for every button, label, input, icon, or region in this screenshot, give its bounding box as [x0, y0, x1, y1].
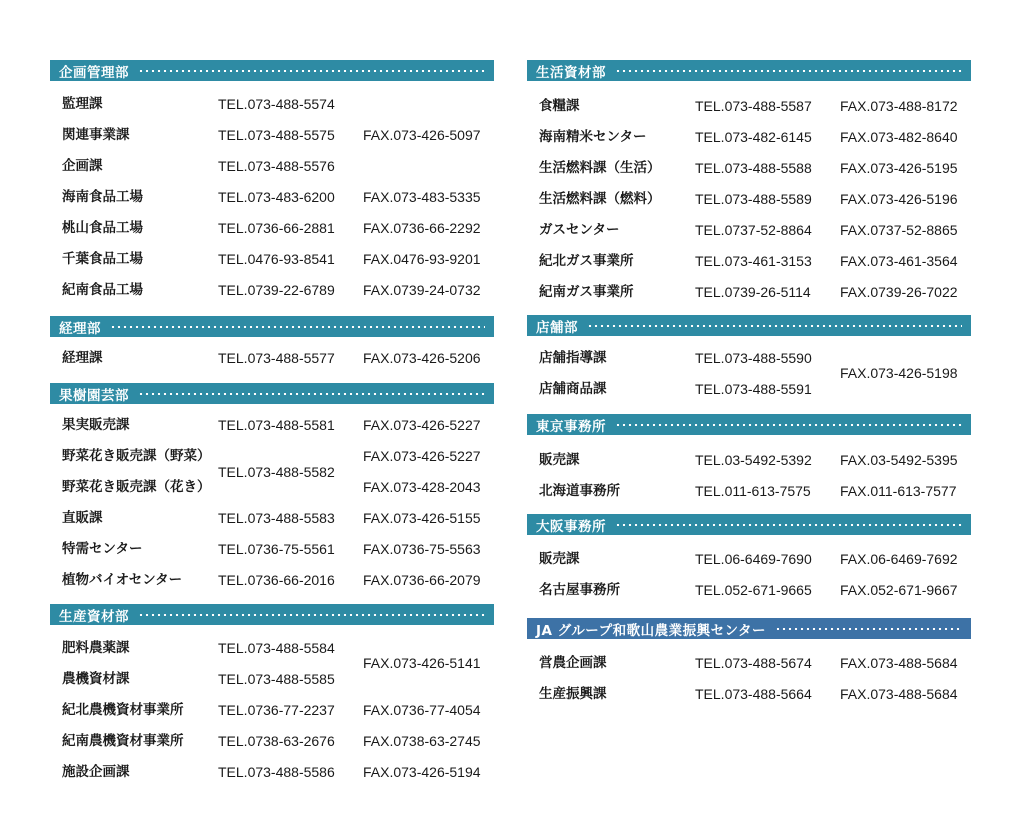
tel-number: TEL.0738-63-2676	[218, 733, 335, 749]
tel-number: TEL.0739-26-5114	[695, 284, 811, 300]
tel-number: TEL.073-488-5574	[218, 96, 335, 112]
department-name: 紀南農機資材事業所	[62, 733, 184, 749]
header-dot-leader	[615, 70, 962, 72]
fax-number: FAX.0736-66-2079	[363, 572, 481, 588]
tel-number: TEL.073-488-5674	[695, 655, 812, 671]
fax-number: FAX.073-426-5198	[840, 365, 958, 381]
tel-number: TEL.073-488-5588	[695, 160, 812, 176]
department-name: ガスセンター	[539, 222, 620, 238]
header-dot-leader	[138, 70, 485, 72]
department-name: 農機資材課	[62, 671, 130, 687]
tel-number: TEL.073-488-5587	[695, 98, 812, 114]
directory-row	[527, 580, 971, 600]
fax-number: FAX.073-488-5684	[840, 655, 958, 671]
directory-row	[50, 94, 494, 114]
section-title: JA グループ和歌山農業振興センター	[536, 622, 767, 639]
fax-number: FAX.06-6469-7692	[840, 551, 958, 567]
tel-number: TEL.073-488-5585	[218, 671, 335, 687]
department-name: 営農企画課	[539, 655, 607, 671]
directory-row	[50, 508, 494, 528]
directory-row	[527, 653, 971, 673]
fax-number: FAX.073-488-8172	[840, 98, 958, 114]
department-name: 紀北農機資材事業所	[62, 702, 184, 718]
header-dot-leader	[615, 424, 962, 426]
department-name: 果実販売課	[62, 417, 130, 433]
department-name: 監理課	[62, 96, 103, 112]
directory-row	[50, 700, 494, 720]
fax-number: FAX.0736-66-2292	[363, 220, 481, 236]
tel-number: TEL.0476-93-8541	[218, 251, 335, 267]
directory-row	[527, 251, 971, 271]
department-name: 生活燃料課（燃料）	[539, 191, 661, 207]
tel-number: TEL.0737-52-8864	[695, 222, 812, 238]
directory-row	[50, 669, 494, 689]
fax-number: FAX.073-426-5155	[363, 510, 481, 526]
directory-row	[50, 348, 494, 368]
section-title: 企画管理部	[59, 64, 129, 81]
tel-number: TEL.073-488-5664	[695, 686, 812, 702]
directory-row	[527, 220, 971, 240]
header-dot-leader	[615, 524, 962, 526]
directory-row	[50, 280, 494, 300]
section-title: 店舗部	[536, 319, 578, 336]
directory-row	[50, 731, 494, 751]
directory-row	[50, 570, 494, 590]
department-name: 食糧課	[539, 98, 580, 114]
section-title: 大阪事務所	[536, 518, 606, 535]
fax-number: FAX.0736-75-5563	[363, 541, 481, 557]
tel-number: TEL.052-671-9665	[695, 582, 812, 598]
directory-row	[50, 187, 494, 207]
directory-row	[527, 158, 971, 178]
tel-number: TEL.073-488-5576	[218, 158, 335, 174]
directory-row	[527, 549, 971, 569]
section-title: 生産資材部	[59, 608, 129, 625]
section-header-stores	[527, 315, 971, 336]
fax-number: FAX.073-482-8640	[840, 129, 958, 145]
tel-number: TEL.03-5492-5392	[695, 452, 812, 468]
department-name: 紀南食品工場	[62, 282, 143, 298]
fax-number: FAX.052-671-9667	[840, 582, 958, 598]
tel-number: TEL.073-488-5584	[218, 640, 335, 656]
fax-number: FAX.073-426-5196	[840, 191, 958, 207]
department-name: 企画課	[62, 158, 103, 174]
department-name: 直販課	[62, 510, 103, 526]
section-title: 東京事務所	[536, 418, 606, 435]
fax-number: FAX.073-426-5227	[363, 448, 481, 464]
directory-row	[527, 684, 971, 704]
tel-number: TEL.073-488-5589	[695, 191, 812, 207]
section-header-tokyo-office	[527, 414, 971, 435]
section-header-accounting	[50, 316, 494, 337]
department-name: 海南食品工場	[62, 189, 143, 205]
directory-row	[50, 762, 494, 782]
directory-row	[50, 415, 494, 435]
directory-row	[50, 156, 494, 176]
section-title: 果樹園芸部	[59, 387, 129, 404]
header-dot-leader	[138, 393, 485, 395]
directory-row	[527, 189, 971, 209]
department-name: 肥料農薬課	[62, 640, 130, 656]
section-header-production-materials	[50, 604, 494, 625]
directory-row	[527, 379, 971, 399]
department-name: 千葉食品工場	[62, 251, 143, 267]
tel-number: TEL.073-488-5586	[218, 764, 335, 780]
directory-row	[527, 127, 971, 147]
department-name: 生産振興課	[539, 686, 607, 702]
directory-row	[50, 539, 494, 559]
department-name: 桃山食品工場	[62, 220, 143, 236]
fax-number: FAX.073-426-5194	[363, 764, 481, 780]
section-title: 経理部	[59, 320, 101, 337]
fax-number: FAX.0738-63-2745	[363, 733, 481, 749]
fax-number: FAX.011-613-7577	[840, 483, 957, 499]
fax-number: FAX.073-426-5195	[840, 160, 958, 176]
department-name: 特需センター	[62, 541, 143, 557]
department-name: 店舗商品課	[539, 381, 607, 397]
fax-number: FAX.073-426-5227	[363, 417, 481, 433]
department-name: 販売課	[539, 452, 580, 468]
department-name: 紀北ガス事業所	[539, 253, 634, 269]
department-name: 生活燃料課（生活）	[539, 160, 661, 176]
section-header-living-materials	[527, 60, 971, 81]
fax-number: FAX.0739-26-7022	[840, 284, 958, 300]
fax-number: FAX.0737-52-8865	[840, 222, 958, 238]
directory-row	[50, 249, 494, 269]
tel-number: TEL.0736-77-2237	[218, 702, 335, 718]
department-name: 名古屋事務所	[539, 582, 620, 598]
fax-number: FAX.0736-77-4054	[363, 702, 481, 718]
fax-number: FAX.0739-24-0732	[363, 282, 481, 298]
section-header-osaka-office	[527, 514, 971, 535]
tel-number: TEL.06-6469-7690	[695, 551, 812, 567]
department-name: 海南精米センター	[539, 129, 647, 145]
tel-number: TEL.073-488-5591	[695, 381, 812, 397]
tel-number: TEL.0739-22-6789	[218, 282, 335, 298]
tel-number: TEL.0736-66-2016	[218, 572, 335, 588]
directory-row	[527, 96, 971, 116]
header-dot-leader	[110, 326, 485, 328]
header-dot-leader	[138, 614, 485, 616]
department-name: 野菜花き販売課（野菜）	[62, 448, 211, 464]
fax-number: FAX.073-483-5335	[363, 189, 481, 205]
department-name: 施設企画課	[62, 764, 130, 780]
tel-number: TEL.011-613-7575	[695, 483, 811, 499]
tel-number: TEL.073-488-5582	[218, 464, 335, 480]
fax-number: FAX.073-426-5206	[363, 350, 481, 366]
directory-row	[50, 218, 494, 238]
department-name: 経理課	[62, 350, 103, 366]
department-name: 関連事業課	[62, 127, 130, 143]
fax-number: FAX.0476-93-9201	[363, 251, 481, 267]
tel-number: TEL.073-488-5590	[695, 350, 812, 366]
tel-number: TEL.073-461-3153	[695, 253, 812, 269]
directory-row	[527, 450, 971, 470]
fax-number: FAX.073-461-3564	[840, 253, 958, 269]
department-name: 野菜花き販売課（花き）	[62, 479, 211, 495]
header-dot-leader	[775, 628, 962, 630]
fax-number: FAX.073-428-2043	[363, 479, 481, 495]
tel-number: TEL.073-483-6200	[218, 189, 335, 205]
department-name: 植物バイオセンター	[62, 572, 183, 588]
fax-number: FAX.073-426-5097	[363, 127, 481, 143]
tel-number: TEL.073-488-5581	[218, 417, 335, 433]
section-title: 生活資材部	[536, 64, 606, 81]
department-name: 紀南ガス事業所	[539, 284, 634, 300]
tel-number: TEL.073-488-5583	[218, 510, 335, 526]
section-header-ja-promotion-center	[527, 618, 971, 639]
tel-number: TEL.0736-66-2881	[218, 220, 335, 236]
department-name: 店舗指導課	[539, 350, 607, 366]
header-dot-leader	[587, 325, 962, 327]
directory-row	[50, 477, 494, 497]
fax-number: FAX.073-488-5684	[840, 686, 958, 702]
tel-number: TEL.0736-75-5561	[218, 541, 335, 557]
directory-row	[527, 481, 971, 501]
directory-row	[50, 125, 494, 145]
tel-number: TEL.073-488-5575	[218, 127, 335, 143]
department-name: 販売課	[539, 551, 580, 567]
section-header-horticulture	[50, 383, 494, 404]
tel-number: TEL.073-488-5577	[218, 350, 335, 366]
fax-number: FAX.073-426-5141	[363, 655, 481, 671]
department-name: 北海道事務所	[539, 483, 620, 499]
directory-row	[527, 282, 971, 302]
tel-number: TEL.073-482-6145	[695, 129, 812, 145]
fax-number: FAX.03-5492-5395	[840, 452, 958, 468]
section-header-planning	[50, 60, 494, 81]
